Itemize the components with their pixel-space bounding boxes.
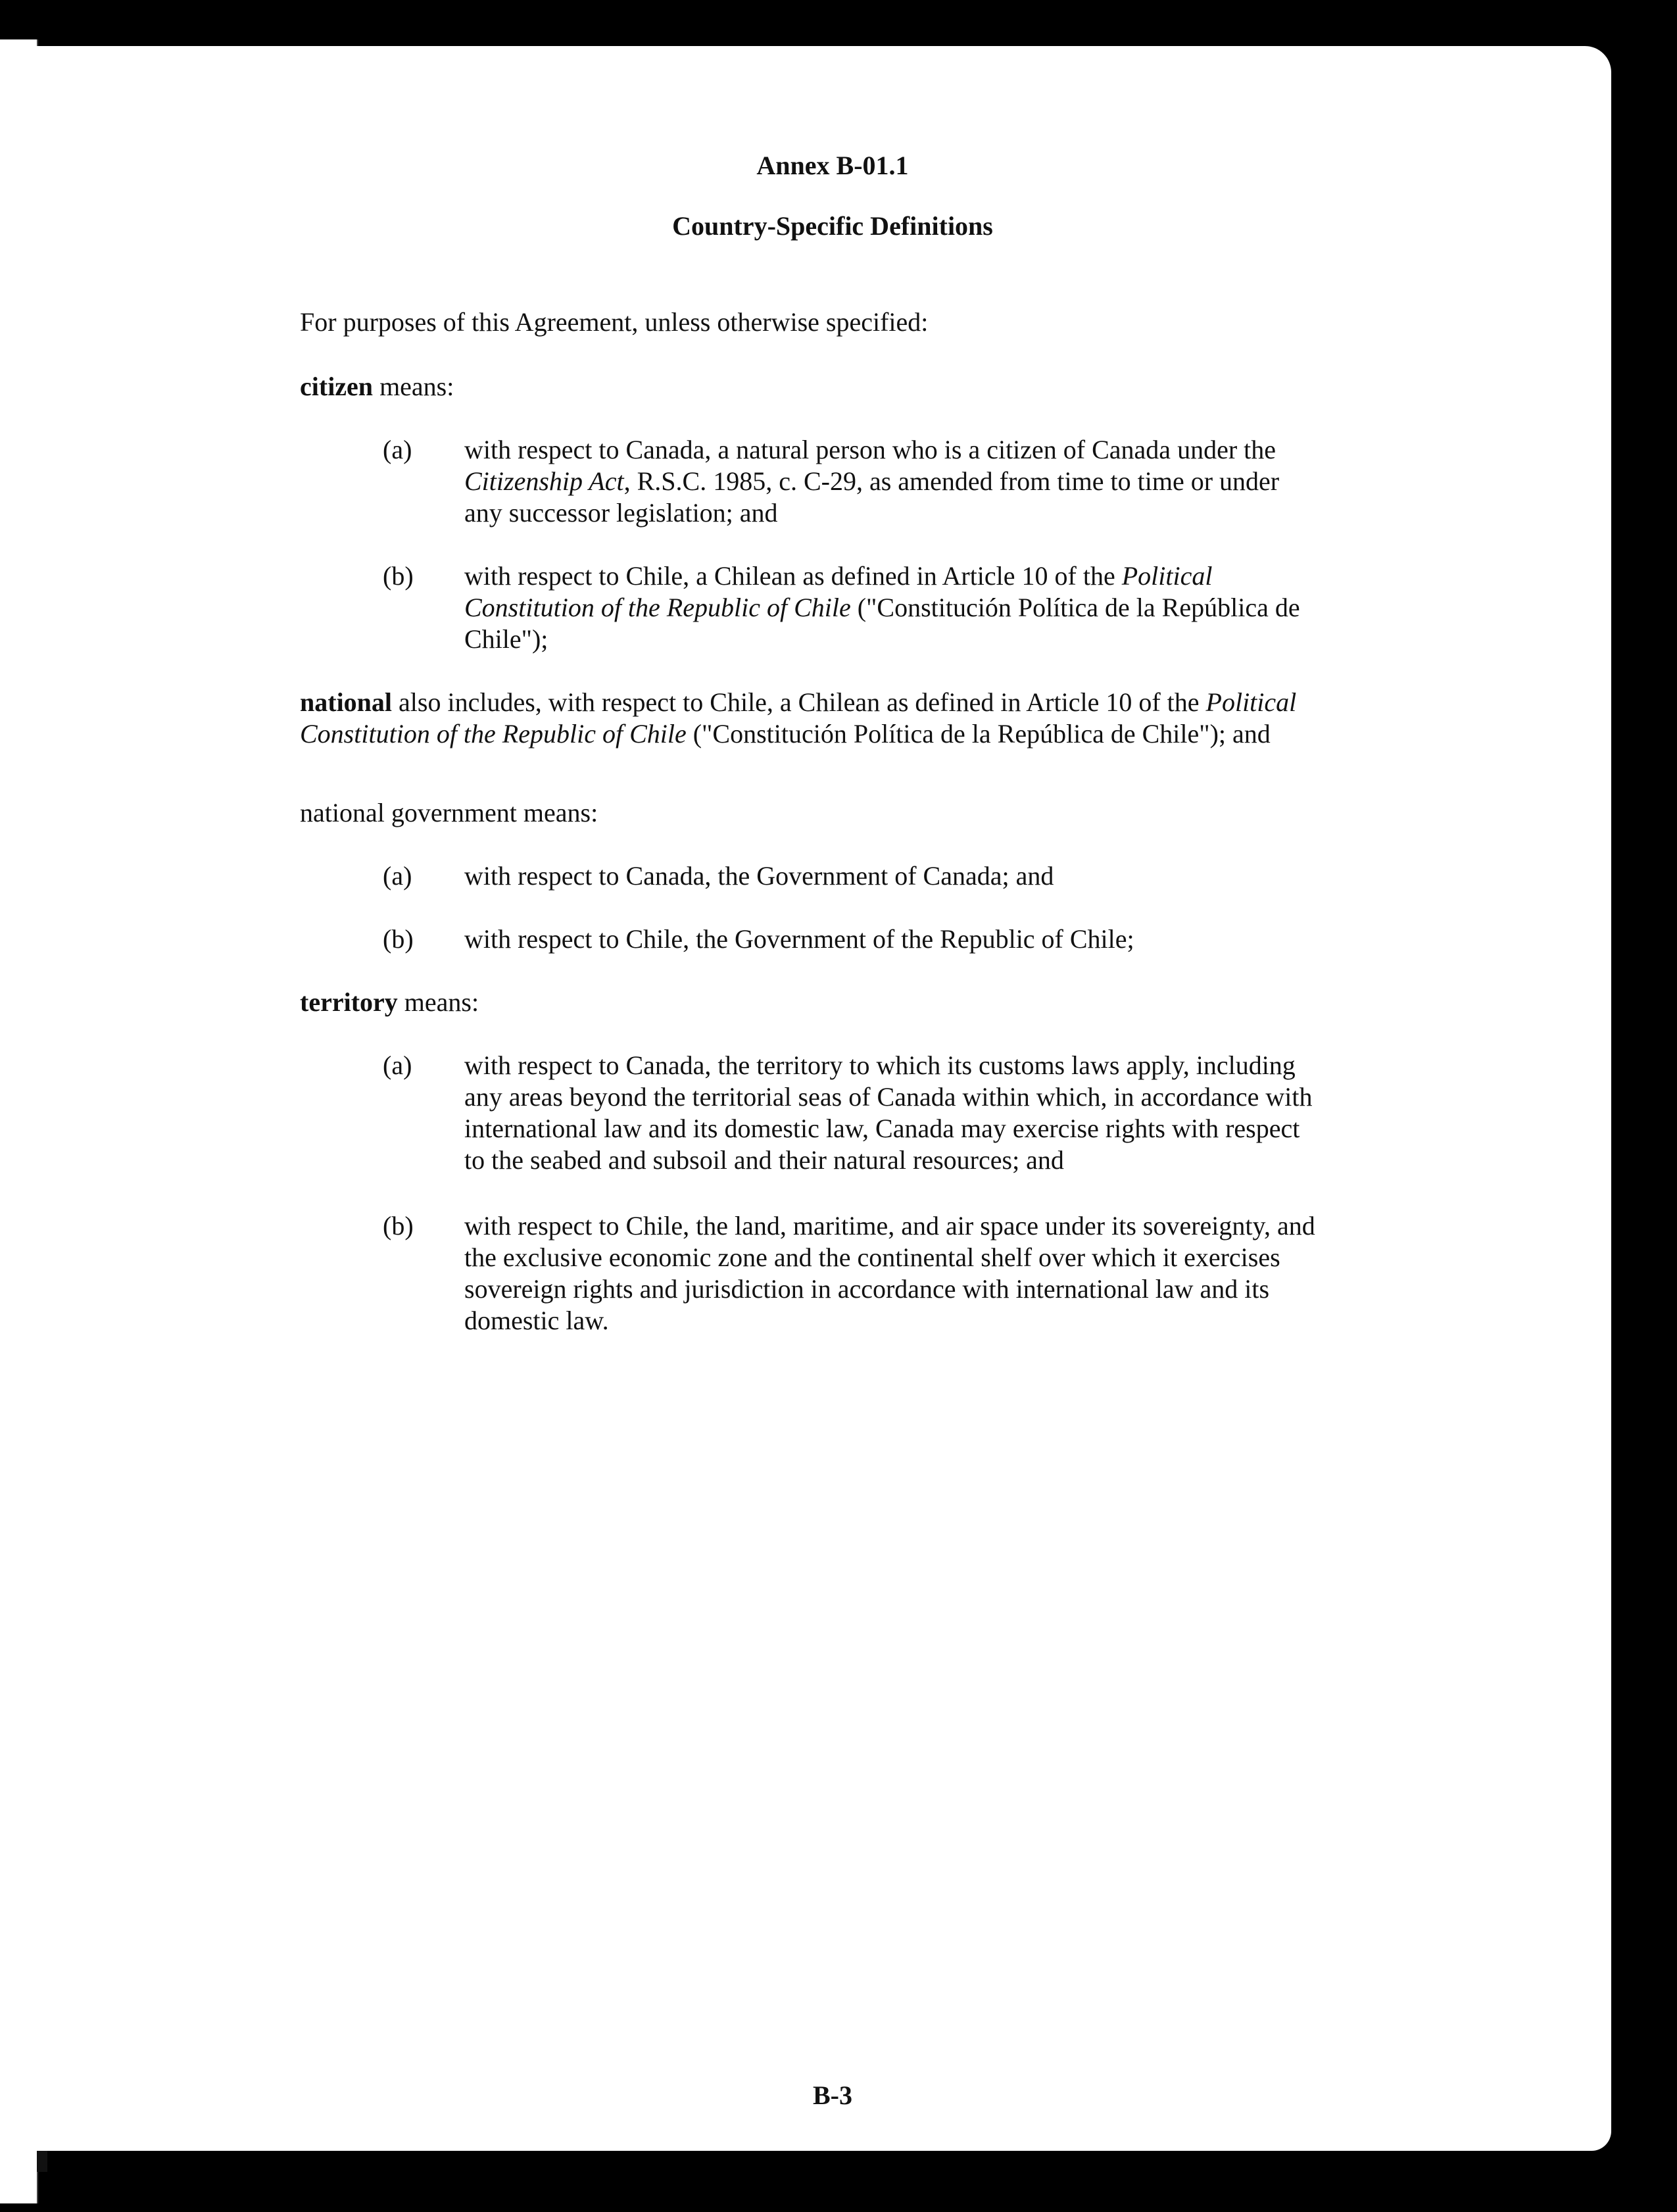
national-definition: national also includes, with respect to Chile, a Chilean as defined in Article 10 of the Political Constitution of the Republic of Chile ("Constitución Política de la República de Chile"); and [300, 687, 1297, 749]
citizen-definition-lead [300, 371, 1365, 403]
annex-heading: Annex B-01.1 [756, 151, 909, 180]
item-text: with respect to Chile, the Government of the Republic of Chile; [464, 924, 1134, 954]
citizen-lead-text: means: [373, 372, 454, 401]
item-text: with respect to Canada, a natural person who is a citizen of Canada under the Citizenship Act, R.S.C. 1985, c. C-29, as amended from time to time or under any successor legislation; and [464, 435, 1280, 528]
national-government-lead: national government means: [300, 798, 598, 827]
item-text: with respect to Chile, a Chilean as defined in Article 10 of the Political Constitution of the Republic of Chile ("Constitución Política de la República de Chile"); [464, 561, 1300, 654]
item-label: (a) [383, 435, 412, 464]
document-title: Country-Specific Definitions [672, 211, 993, 241]
item-label: (b) [383, 1211, 414, 1241]
item-text: with respect to Canada, the territory to which its customs laws apply, including any areas beyond the territorial seas of Canada within which, in accordance with international law and its domestic law, Canada may exercise rights with respect to the seabed and subsoil and their natural resources; and [464, 1050, 1313, 1175]
national-term: national [300, 687, 393, 717]
territory-term: territory [300, 987, 398, 1017]
territory-definition-lead: territory means: [300, 987, 479, 1017]
citizen-term: citizen [300, 372, 374, 401]
page-number: B-3 [813, 2080, 852, 2110]
document-page [9, 46, 1611, 2151]
intro-text: For purposes of this Agreement, unless otherwise specified: [300, 307, 929, 337]
item-text: with respect to Chile, the land, maritime, and air space under its sovereignty, and the exclusive economic zone and the continental shelf over which it exercises sovereign rights and jurisdiction in accordance with international law and its domestic law. [464, 1211, 1315, 1335]
item-text: with respect to Canada, the Government of Canada; and [464, 861, 1054, 891]
item-label: (a) [383, 861, 412, 891]
item-label: (a) [383, 1050, 412, 1080]
item-label: (b) [383, 561, 414, 591]
item-label: (b) [383, 924, 414, 954]
